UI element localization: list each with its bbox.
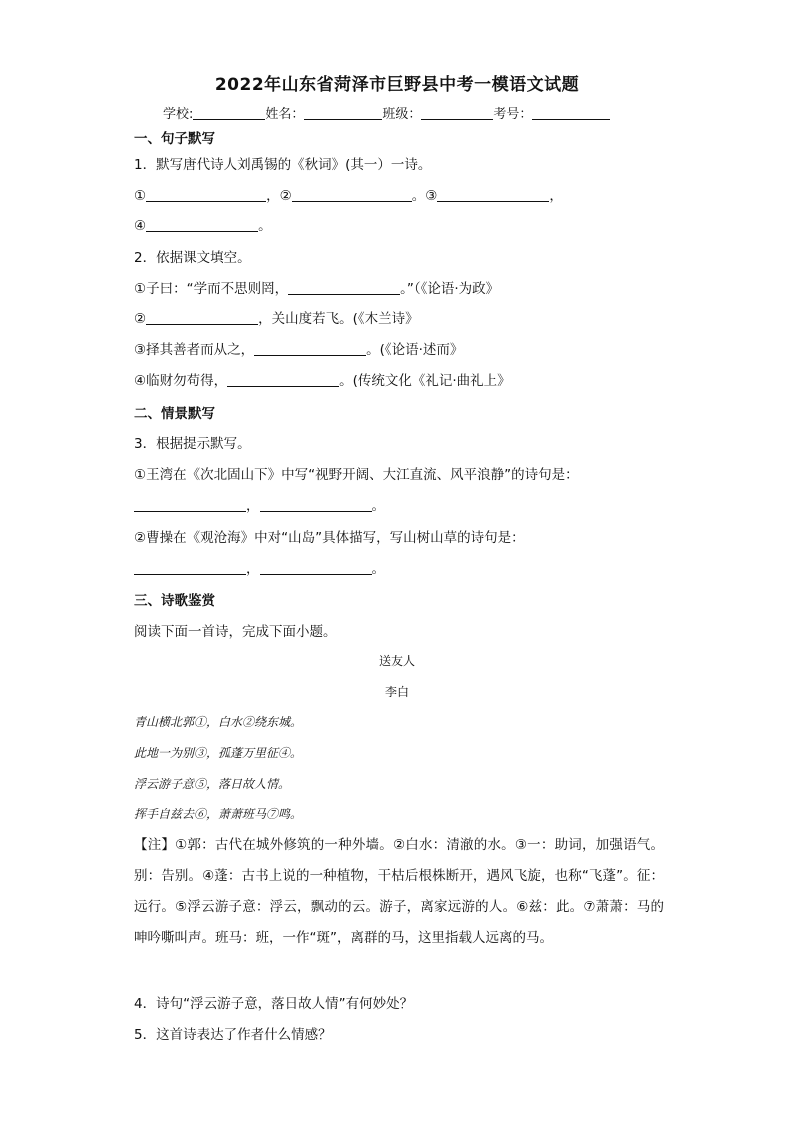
section-heading-2: 二、情景默写 [134, 406, 215, 422]
question-2-line-3: ③择其善者而从之， 。(《论语·述而》 [134, 342, 464, 358]
question-2-line-2: ② ，关山度若飞。(《木兰诗》 [134, 311, 419, 327]
answer-blank [260, 497, 372, 512]
student-info-row [163, 103, 610, 122]
question-1-stem: 1．默写唐代诗人刘禹锡的《秋词》(其一）一诗。 [134, 157, 432, 173]
answer-blank [254, 341, 366, 356]
answer-blank [437, 187, 549, 202]
number-label: 考号： [493, 107, 533, 122]
poem-title: 送友人 [378, 654, 415, 668]
answer-blank [146, 187, 266, 202]
poem-line-2: 此地一为别③，孤蓬万里征④。 [134, 746, 303, 760]
name-label: 姓名： [265, 107, 305, 122]
answer-blank [134, 497, 246, 512]
question-2-stem: 2．依据课文填空。 [134, 250, 251, 266]
class-label: 班级： [382, 107, 422, 122]
answer-blank [288, 280, 400, 295]
answer-blank [260, 560, 372, 575]
class-blank [421, 105, 493, 120]
section-heading-1: 一、句子默写 [134, 131, 215, 147]
poem-intro: 阅读下面一首诗，完成下面小题。 [134, 624, 337, 640]
question-3-stem: 3．根据提示默写。 [134, 436, 251, 452]
answer-blank [146, 217, 258, 232]
question-5: 5．这首诗表达了作者什么情感？ [134, 1027, 332, 1043]
poem-line-3: 浮云游子意⑤，落日故人情。 [134, 777, 291, 791]
answer-blank [134, 560, 246, 575]
answer-blank [146, 310, 258, 325]
question-1-line-1: ① ，② 。③ ， [134, 188, 563, 204]
question-3-answer-1: ， 。 [134, 494, 385, 514]
poem-line-1: 青山横北郭①，白水②绕东城。 [134, 715, 303, 729]
question-1-line-2: ④ 。 [134, 218, 272, 234]
school-blank [193, 105, 265, 120]
poem-line-4: 挥手自兹去⑥，萧萧班马⑦鸣。 [134, 807, 303, 821]
question-3-answer-2: ， 。 [134, 557, 385, 577]
name-blank [304, 105, 382, 120]
poem-author: 李白 [384, 685, 409, 699]
answer-blank [292, 187, 412, 202]
question-4: 4．诗句“浮云游子意，落日故人情”有何妙处？ [134, 996, 414, 1012]
section-heading-3: 三、诗歌鉴赏 [134, 593, 215, 609]
school-label: 学校: [163, 107, 194, 122]
question-2-line-1: ①子曰：“学而不思则罔， 。”（《论语·为政》 [134, 281, 500, 297]
question-3-prompt-1: ①王湾在《次北固山下》中写“视野开阔、大江直流、风平浪静”的诗句是： [134, 467, 579, 483]
poem-notes: 【注】①郭：古代在城外修筑的一种外墙。②白水：清澈的水。③一：助词，加强语气。别：告别。④蓬：古书上说的一种植物，干枯后根株断开，遇风飞旋，也称“飞蓬”。征：远行。⑤浮云游子意：浮云，飘动的云。游子，离家远游的人。⑥兹：此。⑦萧萧：马的呻吟嘶叫声。班马：班，一作“斑”，离群的马，这里指载人远离的马。 [134, 837, 664, 946]
question-3-prompt-2: ②曹操在《观沧海》中对“山岛”具体描写，写山树山草的诗句是： [134, 530, 525, 546]
number-blank [532, 105, 610, 120]
answer-blank [227, 372, 339, 387]
question-2-line-4: ④临财勿苟得， 。(传统文化《礼记·曲礼上》 [134, 373, 511, 389]
page-title: 2022年山东省菏泽市巨野县中考一模语文试题 [214, 75, 580, 95]
